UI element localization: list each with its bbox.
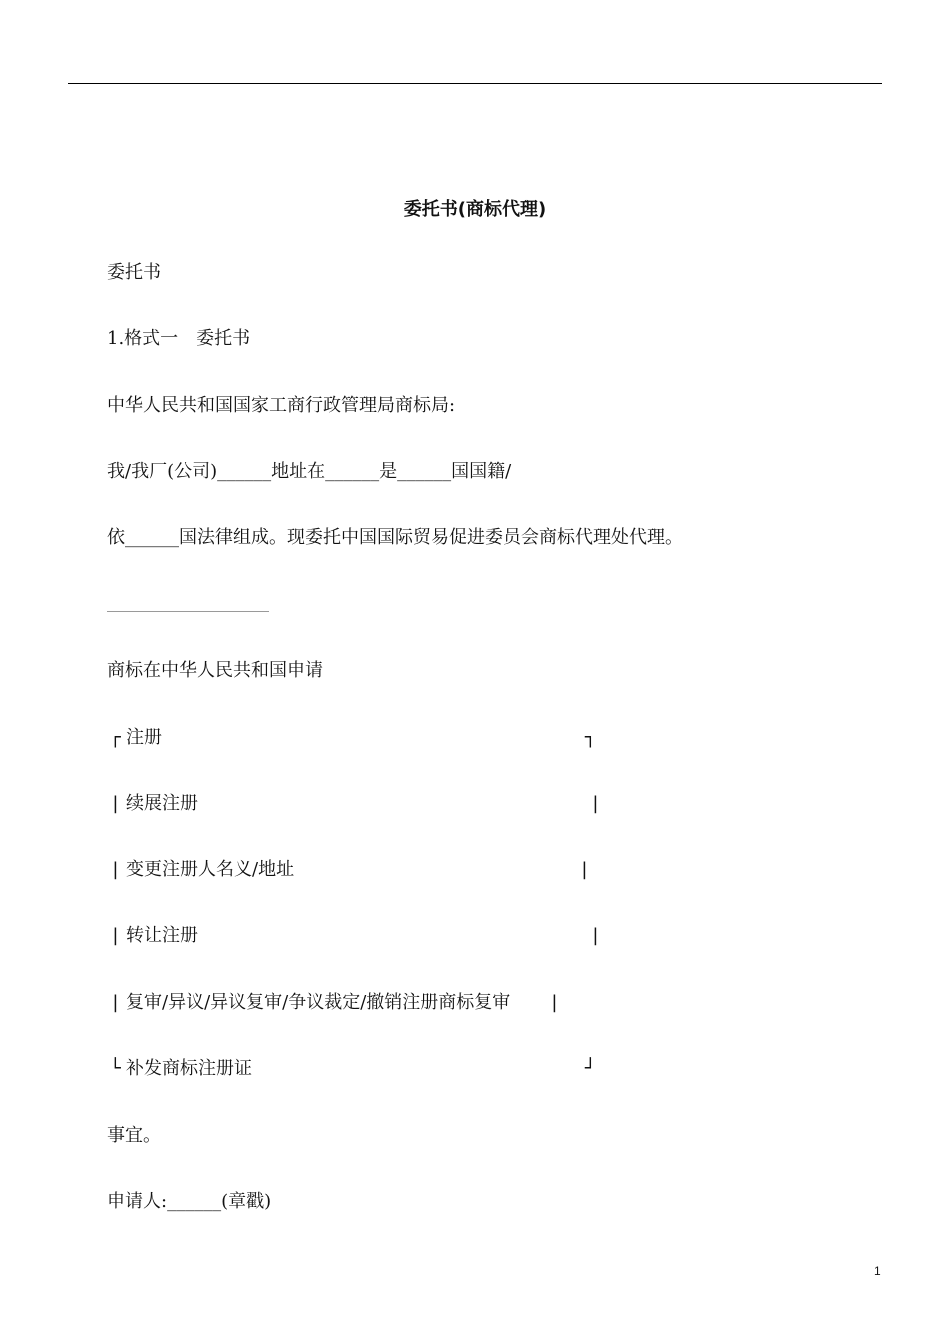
bracket-right-2: | [579,859,590,880]
body-line-1: 我/我厂(公司)______地址在______是______国国籍/ [107,461,512,482]
header-rule [68,83,882,84]
option-change-name-address: 变更注册人名义/地址 [126,859,295,880]
bracket-left-2: | [110,859,121,880]
addressee-line: 中华人民共和国国家工商行政管理局商标局: [107,395,456,416]
bracket-right-1: | [590,793,601,814]
format-line: 1.格式一 委托书 [107,328,251,349]
heading-text: 委托书 [107,262,161,283]
bracket-right-0: ┐ [585,727,596,748]
bracket-right-4: | [549,992,560,1013]
option-transfer: 转让注册 [126,925,198,946]
option-reissue-certificate: 补发商标注册证 [126,1058,252,1079]
blank-rule [107,611,269,612]
bracket-left-1: | [110,793,121,814]
bracket-right-5: ┘ [585,1058,596,1079]
matter-line: 事宜。 [107,1125,161,1146]
bracket-left-5: └ [110,1058,121,1079]
page-number: 1 [874,1264,881,1278]
option-review: 复审/异议/异议复审/争议裁定/撤销注册商标复审 [126,992,511,1013]
bracket-right-3: | [590,925,601,946]
bracket-left-4: | [110,992,121,1013]
bracket-left-3: | [110,925,121,946]
applicant-line: 申请人:______(章戳) [107,1191,272,1212]
option-renewal: 续展注册 [126,793,198,814]
document-title: 委托书(商标代理) [403,199,547,220]
apply-line: 商标在中华人民共和国申请 [107,660,323,681]
option-register: 注册 [126,727,162,748]
body-line-2: 依______国法律组成。现委托中国国际贸易促进委员会商标代理处代理。 [107,527,683,548]
bracket-left-0: ┌ [110,727,121,748]
